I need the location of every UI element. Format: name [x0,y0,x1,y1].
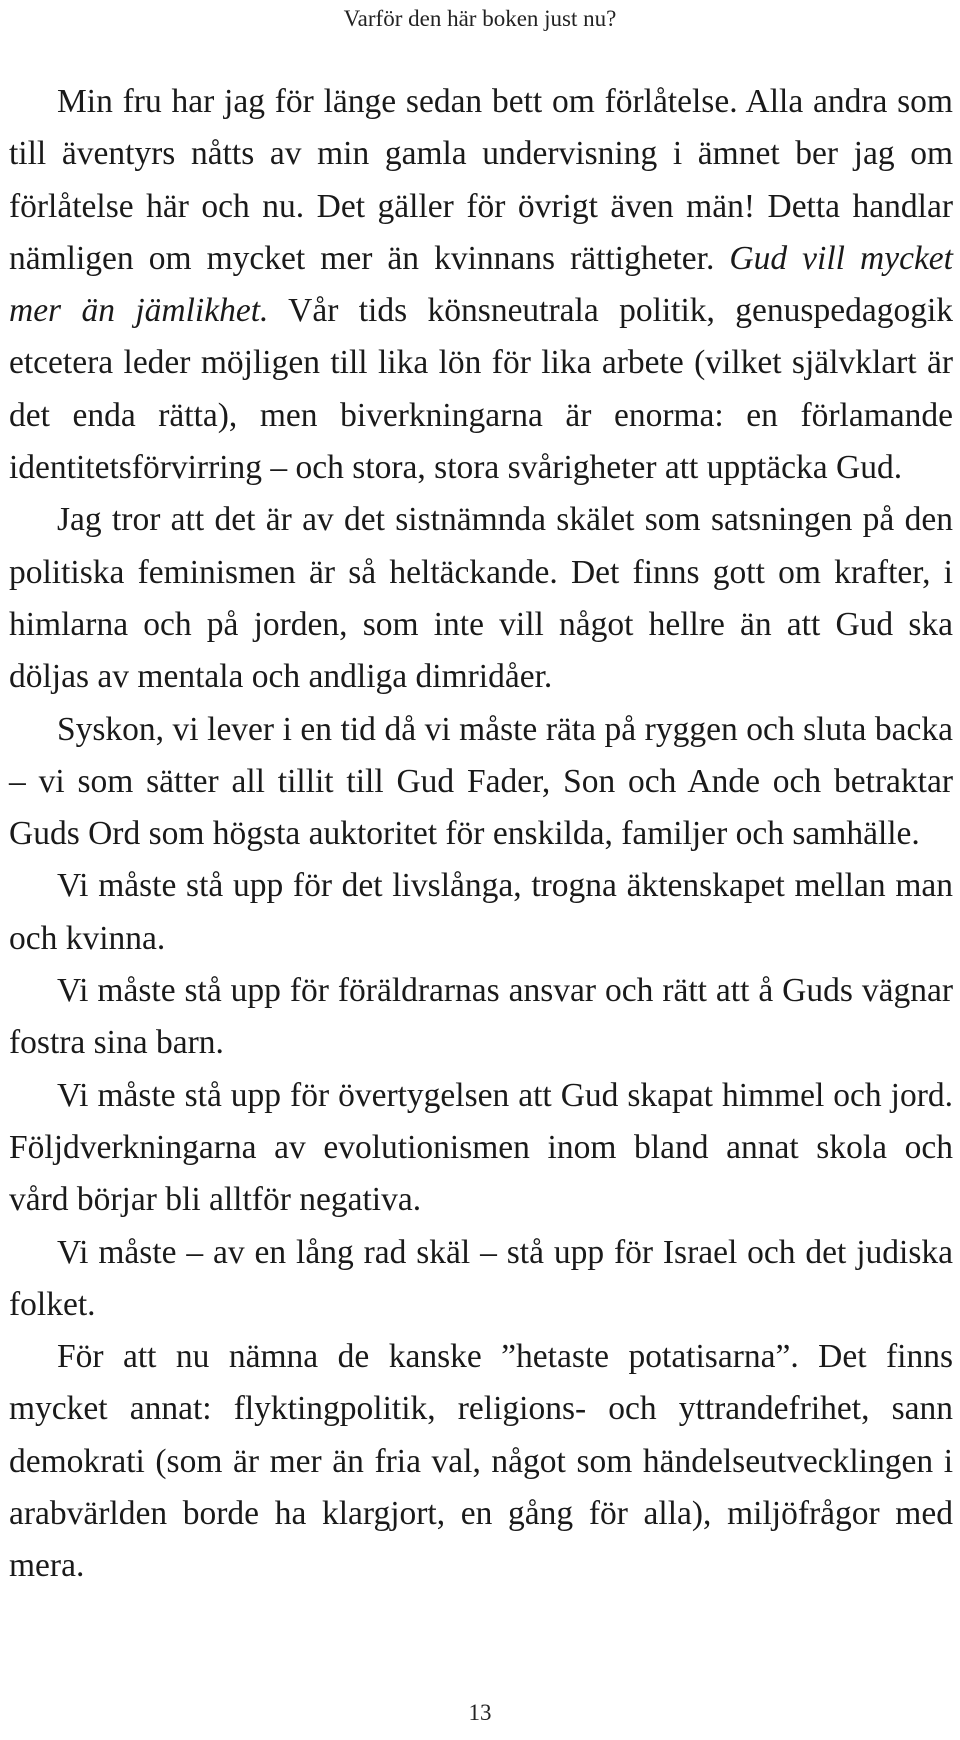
paragraph-1-rest: Vår tids könsneutrala politik, genuspedagogik etcetera leder möjligen till lika lön för lika arbete (vilket självklart är det enda rätta), men biverkningarna är enorma: en förlamande identitetsförvirring – och stora, stora svårigheter att upptäcka Gud. [9,292,953,487]
paragraph-1-emphasis: Gud vill mycket mer än jämlikhet. [9,239,953,330]
paragraph-1-lead: Min fru har jag för länge sedan bett om förlåtelse. Alla andra som till äventyrs nåtts av min gamla undervisning i ämnet ber jag om förlåtelse här och nu. Det gäller för övrigt även män! Detta handlar nämligen om mycket mer än kvinnans rättigheter. [9,83,953,277]
paragraph-7: Vi måste – av en lång rad skäl – stå upp för Israel och det judiska folket. [9,1233,953,1323]
paragraph-2: Jag tror att det är av det sistnämnda skälet som satsningen på den politiska feminismen är så heltäckande. Det finns gott om krafter, i himlarna och på jorden, som inte vill något hellre än att Gud ska döljas av mentala och andliga dimridåer. [9,501,953,696]
running-head: Varför den här boken just nu? [343,6,617,31]
paragraph-8: För att nu nämna de kanske ”hetaste potatisarna”. Det finns mycket annat: flyktingpolitik, religions- och yttrandefrihet, sann demokrati (som är mer än fria val, något som händelseutvecklingen i arabvärlden borde ha klargjort, en gång för alla), miljöfrågor med mera. [9,1338,953,1585]
paragraph-3: Syskon, vi lever i en tid då vi måste räta på ryggen och sluta backa – vi som sätter all tillit till Gud Fader, Son och Ande och betraktar Guds Ord som högsta auktoritet för enskilda, familjer och samhälle. [9,710,953,853]
paragraph-6: Vi måste stå upp för övertygelsen att Gud skapat himmel och jord. Följdverkningarna av evolutionismen inom bland annat skola och vård börjar bli alltför negativa. [9,1076,953,1219]
body-text [9,76,953,1593]
paragraph-4: Vi måste stå upp för det livslånga, trogna äktenskapet mellan man och kvinna. [9,867,953,957]
paragraph-1 [9,76,953,494]
paragraph-5: Vi måste stå upp för föräldrarnas ansvar och rätt att å Guds vägnar fostra sina barn. [9,972,953,1062]
page-number: 13 [468,1700,492,1725]
